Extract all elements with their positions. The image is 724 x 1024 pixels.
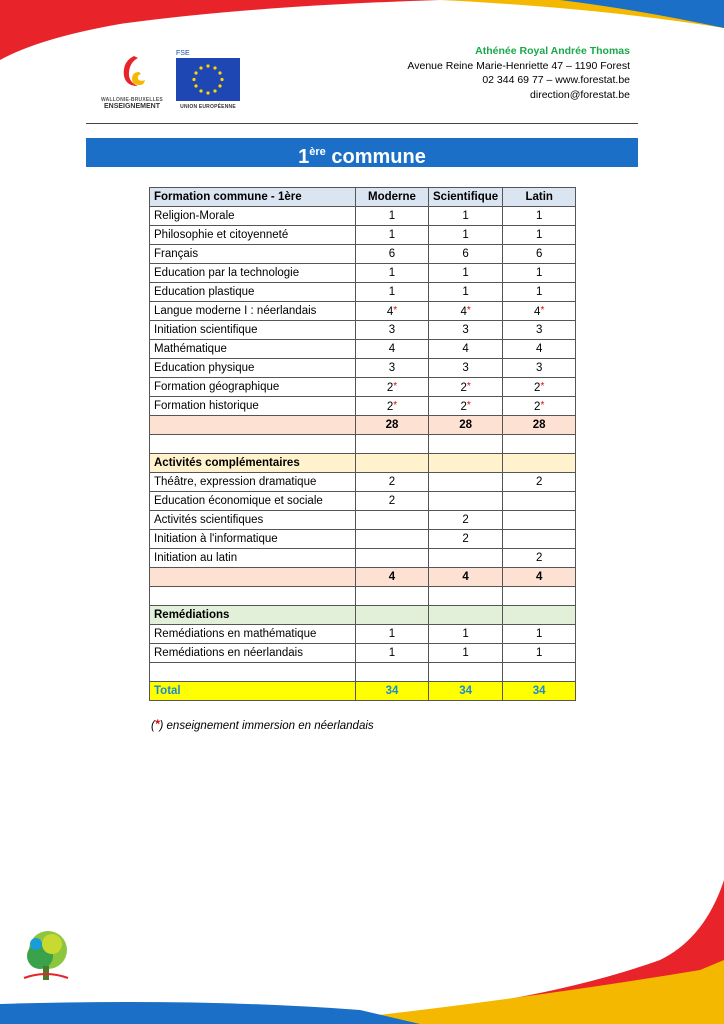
- course-table: [149, 187, 576, 701]
- hours-cell: [503, 530, 576, 549]
- subtotal-cell-text: 4: [388, 571, 396, 583]
- hours-cell: [503, 473, 576, 492]
- note-open: (: [151, 720, 155, 732]
- course-label: [150, 492, 356, 511]
- subtotal-row: [150, 416, 576, 435]
- title-sup: ère: [309, 146, 326, 158]
- hours-cell-text: 3: [535, 324, 543, 336]
- course-label: [150, 340, 356, 359]
- hours-cell: [429, 625, 503, 644]
- asterisk-icon: *: [540, 399, 545, 411]
- fse-logo: [176, 50, 244, 114]
- subtotal-cell: [429, 416, 503, 435]
- note-text: ) enseignement immersion en néerlandais: [159, 720, 374, 732]
- wbe-logo: [100, 52, 164, 116]
- empty-cell: [356, 587, 429, 606]
- hours-cell: [503, 378, 576, 397]
- column-header: [356, 188, 429, 207]
- hours-cell-text: 3: [388, 324, 396, 336]
- empty-cell: [150, 663, 356, 682]
- hours-cell: [356, 283, 429, 302]
- hours-cell-text: 4: [386, 305, 394, 318]
- hours-cell-text: 2: [460, 400, 467, 413]
- hours-cell: [503, 625, 576, 644]
- section-title: [150, 606, 356, 625]
- course-label: [150, 226, 356, 245]
- total-label: [150, 682, 356, 701]
- table-row: [150, 340, 576, 359]
- hours-cell: [429, 302, 503, 321]
- hours-cell: [503, 549, 576, 568]
- note-star-icon: *: [154, 717, 160, 731]
- course-label-text: Initiation scientifique: [154, 324, 258, 336]
- table-row: [150, 283, 576, 302]
- subtotal-cell-text: 28: [532, 419, 546, 431]
- hours-cell: [503, 226, 576, 245]
- hours-cell: [503, 245, 576, 264]
- hours-cell-text: 1: [535, 229, 543, 241]
- school-phone-web: 02 344 69 77 – www.forestat.be: [482, 74, 630, 86]
- course-label-text: Remédiations en mathématique: [154, 628, 317, 640]
- hours-cell-text: 1: [462, 286, 469, 298]
- hours-cell-text: 1: [388, 628, 396, 640]
- hours-cell: [356, 644, 429, 663]
- hours-cell: [356, 473, 429, 492]
- hours-cell-text: 1: [535, 210, 543, 222]
- hours-cell-text: 1: [388, 229, 396, 241]
- course-label: [150, 321, 356, 340]
- asterisk-icon: *: [393, 304, 398, 316]
- table-row: [150, 207, 576, 226]
- column-header-text: Latin: [525, 191, 553, 203]
- blank-row: [150, 435, 576, 454]
- table-row: [150, 530, 576, 549]
- wbe-logo-line2: ENSEIGNEMENT: [103, 103, 160, 110]
- subtotal-cell-text: 28: [385, 419, 399, 431]
- column-header: [429, 188, 503, 207]
- hours-cell-text: 2: [535, 476, 543, 488]
- total-cell-text: 34: [385, 685, 399, 697]
- hours-cell: [356, 226, 429, 245]
- empty-cell: [429, 606, 503, 625]
- course-label: [150, 473, 356, 492]
- title-main: 1: [298, 146, 310, 168]
- total-cell: [429, 682, 503, 701]
- course-label: [150, 549, 356, 568]
- empty-cell: [150, 587, 356, 606]
- course-label: [150, 397, 356, 416]
- subtotal-cell: [356, 568, 429, 587]
- subtotal-cell: [503, 568, 576, 587]
- course-label: [150, 530, 356, 549]
- hours-cell: [503, 264, 576, 283]
- course-label-text: Mathématique: [154, 343, 227, 355]
- hours-cell-text: 1: [388, 286, 396, 298]
- hours-cell-text: 1: [388, 647, 396, 659]
- course-label-text: Formation géographique: [154, 381, 280, 393]
- hours-cell: [356, 321, 429, 340]
- course-label-text: Théâtre, expression dramatique: [154, 476, 317, 488]
- section-title-text: Activités complémentaires: [154, 457, 300, 469]
- empty-cell: [356, 663, 429, 682]
- hours-cell: [429, 511, 503, 530]
- subtotal-cell-text: 4: [535, 571, 543, 583]
- hours-cell: [356, 625, 429, 644]
- hours-cell: [429, 340, 503, 359]
- hours-cell: [429, 226, 503, 245]
- fse-label: FSE: [176, 50, 190, 57]
- hours-cell-text: 2: [388, 495, 396, 507]
- eu-label: UNION EUROPÉENNE: [180, 104, 236, 110]
- course-label: [150, 511, 356, 530]
- subtotal-cell-text: 28: [459, 419, 472, 431]
- table-row: [150, 492, 576, 511]
- asterisk-icon: *: [393, 399, 398, 411]
- empty-cell: [503, 663, 576, 682]
- empty-cell: [429, 663, 503, 682]
- table-row: [150, 321, 576, 340]
- hours-cell-text: 2: [534, 400, 541, 413]
- hours-cell-text: 2: [535, 552, 543, 564]
- course-label: [150, 207, 356, 226]
- hours-cell: [429, 283, 503, 302]
- hours-cell-text: 1: [462, 229, 469, 241]
- table-row: [150, 625, 576, 644]
- hours-cell-text: 2: [460, 381, 467, 394]
- wbe-logo-line1: WALLONIE-BRUXELLES: [101, 97, 163, 103]
- empty-cell: [150, 416, 356, 435]
- hours-cell-text: 2: [388, 476, 396, 488]
- hours-cell: [429, 359, 503, 378]
- tree-logo-icon: [18, 926, 72, 982]
- hours-cell: [503, 644, 576, 663]
- hours-cell-text: 6: [388, 248, 396, 260]
- hours-cell: [356, 302, 429, 321]
- table-row: [150, 378, 576, 397]
- hours-cell-text: 3: [462, 324, 469, 336]
- empty-cell: [356, 454, 429, 473]
- total-row: [150, 682, 576, 701]
- title-rest: commune: [325, 146, 426, 168]
- hours-cell: [356, 530, 429, 549]
- table-row: [150, 511, 576, 530]
- total-cell-text: 34: [459, 685, 472, 697]
- hours-cell: [429, 549, 503, 568]
- hours-cell: [429, 473, 503, 492]
- hours-cell: [503, 283, 576, 302]
- empty-cell: [503, 435, 576, 454]
- course-label-text: Langue moderne I : néerlandais: [154, 305, 317, 317]
- course-label-text: Education physique: [154, 362, 255, 374]
- hours-cell: [503, 321, 576, 340]
- subtotal-cell-text: 4: [462, 571, 469, 583]
- immersion-note: [151, 717, 374, 732]
- blank-row: [150, 663, 576, 682]
- hours-cell-text: 1: [388, 210, 396, 222]
- hours-cell-text: 4: [388, 343, 396, 355]
- hours-cell: [356, 549, 429, 568]
- hours-cell-text: 2: [386, 381, 394, 394]
- hours-cell-text: 4: [534, 305, 541, 318]
- subtotal-cell: [356, 416, 429, 435]
- hours-cell-text: 1: [535, 628, 543, 640]
- empty-cell: [503, 606, 576, 625]
- school-info: [407, 44, 630, 102]
- hours-cell: [503, 511, 576, 530]
- hours-cell-text: 2: [462, 514, 469, 526]
- subtotal-cell: [503, 416, 576, 435]
- course-label-text: Education économique et sociale: [154, 495, 323, 507]
- course-label-text: Activités scientifiques: [154, 514, 264, 526]
- hours-cell: [429, 530, 503, 549]
- subtotal-row: [150, 568, 576, 587]
- hours-cell: [503, 359, 576, 378]
- hours-cell-text: 4: [462, 343, 469, 355]
- hours-cell: [429, 207, 503, 226]
- hours-cell-text: 1: [535, 647, 543, 659]
- school-name: Athénée Royal Andrée Thomas: [475, 45, 630, 57]
- course-label-text: Education par la technologie: [154, 267, 300, 279]
- hours-cell: [356, 492, 429, 511]
- table-row: [150, 359, 576, 378]
- total-label-text: Total: [154, 685, 181, 697]
- empty-cell: [503, 587, 576, 606]
- hours-cell-text: 1: [388, 267, 396, 279]
- school-email: direction@forestat.be: [530, 88, 630, 101]
- hours-cell: [503, 397, 576, 416]
- course-label-text: Formation historique: [154, 400, 259, 412]
- hours-cell: [356, 340, 429, 359]
- hours-cell-text: 1: [462, 647, 469, 659]
- hours-cell: [356, 245, 429, 264]
- hours-cell-text: 1: [535, 286, 543, 298]
- empty-cell: [429, 587, 503, 606]
- hours-cell: [356, 397, 429, 416]
- column-header-text: Scientifique: [433, 191, 499, 203]
- eu-flag-icon: [176, 58, 240, 101]
- column-header-text: Moderne: [368, 191, 416, 203]
- section-header-activites: [150, 454, 576, 473]
- section-title-text: Remédiations: [154, 609, 230, 621]
- asterisk-icon: *: [466, 304, 471, 316]
- hours-cell-text: 1: [462, 210, 469, 222]
- asterisk-icon: *: [466, 380, 471, 392]
- hours-cell: [503, 302, 576, 321]
- course-label-text: Philosophie et citoyenneté: [154, 229, 289, 241]
- course-label: [150, 378, 356, 397]
- course-label: [150, 302, 356, 321]
- empty-cell: [503, 454, 576, 473]
- column-header: [150, 188, 356, 207]
- hours-cell: [429, 644, 503, 663]
- section-title: [150, 454, 356, 473]
- hours-cell-text: 2: [462, 533, 469, 545]
- total-cell: [503, 682, 576, 701]
- hours-cell-text: 6: [535, 248, 543, 260]
- empty-cell: [356, 606, 429, 625]
- hours-cell: [503, 207, 576, 226]
- table-row: [150, 245, 576, 264]
- table-row: [150, 397, 576, 416]
- hours-cell-text: 3: [388, 362, 396, 374]
- table-row: [150, 226, 576, 245]
- wbe-logo-icon: [112, 52, 152, 92]
- total-cell-text: 34: [532, 685, 546, 697]
- hours-cell: [429, 492, 503, 511]
- table-row: [150, 549, 576, 568]
- hours-cell: [429, 321, 503, 340]
- asterisk-icon: *: [393, 380, 398, 392]
- table-row: [150, 264, 576, 283]
- table-row: [150, 302, 576, 321]
- course-label-text: Religion-Morale: [154, 210, 235, 222]
- course-label: [150, 283, 356, 302]
- hours-cell: [429, 264, 503, 283]
- hours-cell: [356, 511, 429, 530]
- hours-cell: [356, 207, 429, 226]
- table-header-row: [150, 188, 576, 207]
- total-cell: [356, 682, 429, 701]
- asterisk-icon: *: [540, 380, 545, 392]
- hours-cell-text: 4: [460, 305, 467, 318]
- subtotal-cell: [429, 568, 503, 587]
- blank-row: [150, 587, 576, 606]
- course-label: [150, 625, 356, 644]
- course-label-text: Education plastique: [154, 286, 255, 298]
- course-label: [150, 245, 356, 264]
- hours-cell: [356, 264, 429, 283]
- course-label-text: Initiation au latin: [154, 552, 238, 564]
- empty-cell: [150, 568, 356, 587]
- course-label-text: Remédiations en néerlandais: [154, 647, 303, 659]
- hours-cell: [356, 359, 429, 378]
- hours-cell: [356, 378, 429, 397]
- hours-cell-text: 3: [535, 362, 543, 374]
- table-row: [150, 644, 576, 663]
- empty-cell: [150, 435, 356, 454]
- course-label-text: Initiation à l'informatique: [154, 533, 278, 545]
- course-label: [150, 359, 356, 378]
- hours-cell-text: 4: [535, 343, 543, 355]
- hours-cell: [429, 397, 503, 416]
- column-header-text: Formation commune - 1ère: [154, 191, 302, 203]
- hours-cell: [503, 340, 576, 359]
- header-divider: [86, 123, 638, 124]
- asterisk-icon: *: [466, 399, 471, 411]
- column-header: [503, 188, 576, 207]
- empty-cell: [429, 435, 503, 454]
- hours-cell-text: 1: [462, 628, 469, 640]
- hours-cell-text: 6: [462, 248, 469, 260]
- hours-cell-text: 1: [535, 267, 543, 279]
- empty-cell: [429, 454, 503, 473]
- hours-cell-text: 2: [534, 381, 541, 394]
- empty-cell: [356, 435, 429, 454]
- hours-cell-text: 2: [386, 400, 394, 413]
- asterisk-icon: *: [540, 304, 545, 316]
- hours-cell: [429, 378, 503, 397]
- hours-cell-text: 3: [462, 362, 469, 374]
- hours-cell: [429, 245, 503, 264]
- page-title: [86, 138, 638, 167]
- section-header-remediations: [150, 606, 576, 625]
- course-label: [150, 644, 356, 663]
- course-label-text: Français: [154, 248, 199, 260]
- table-row: [150, 473, 576, 492]
- hours-cell-text: 1: [462, 267, 469, 279]
- hours-cell: [503, 492, 576, 511]
- course-label: [150, 264, 356, 283]
- school-address: Avenue Reine Marie-Henriette 47 – 1190 Forest: [407, 59, 630, 72]
